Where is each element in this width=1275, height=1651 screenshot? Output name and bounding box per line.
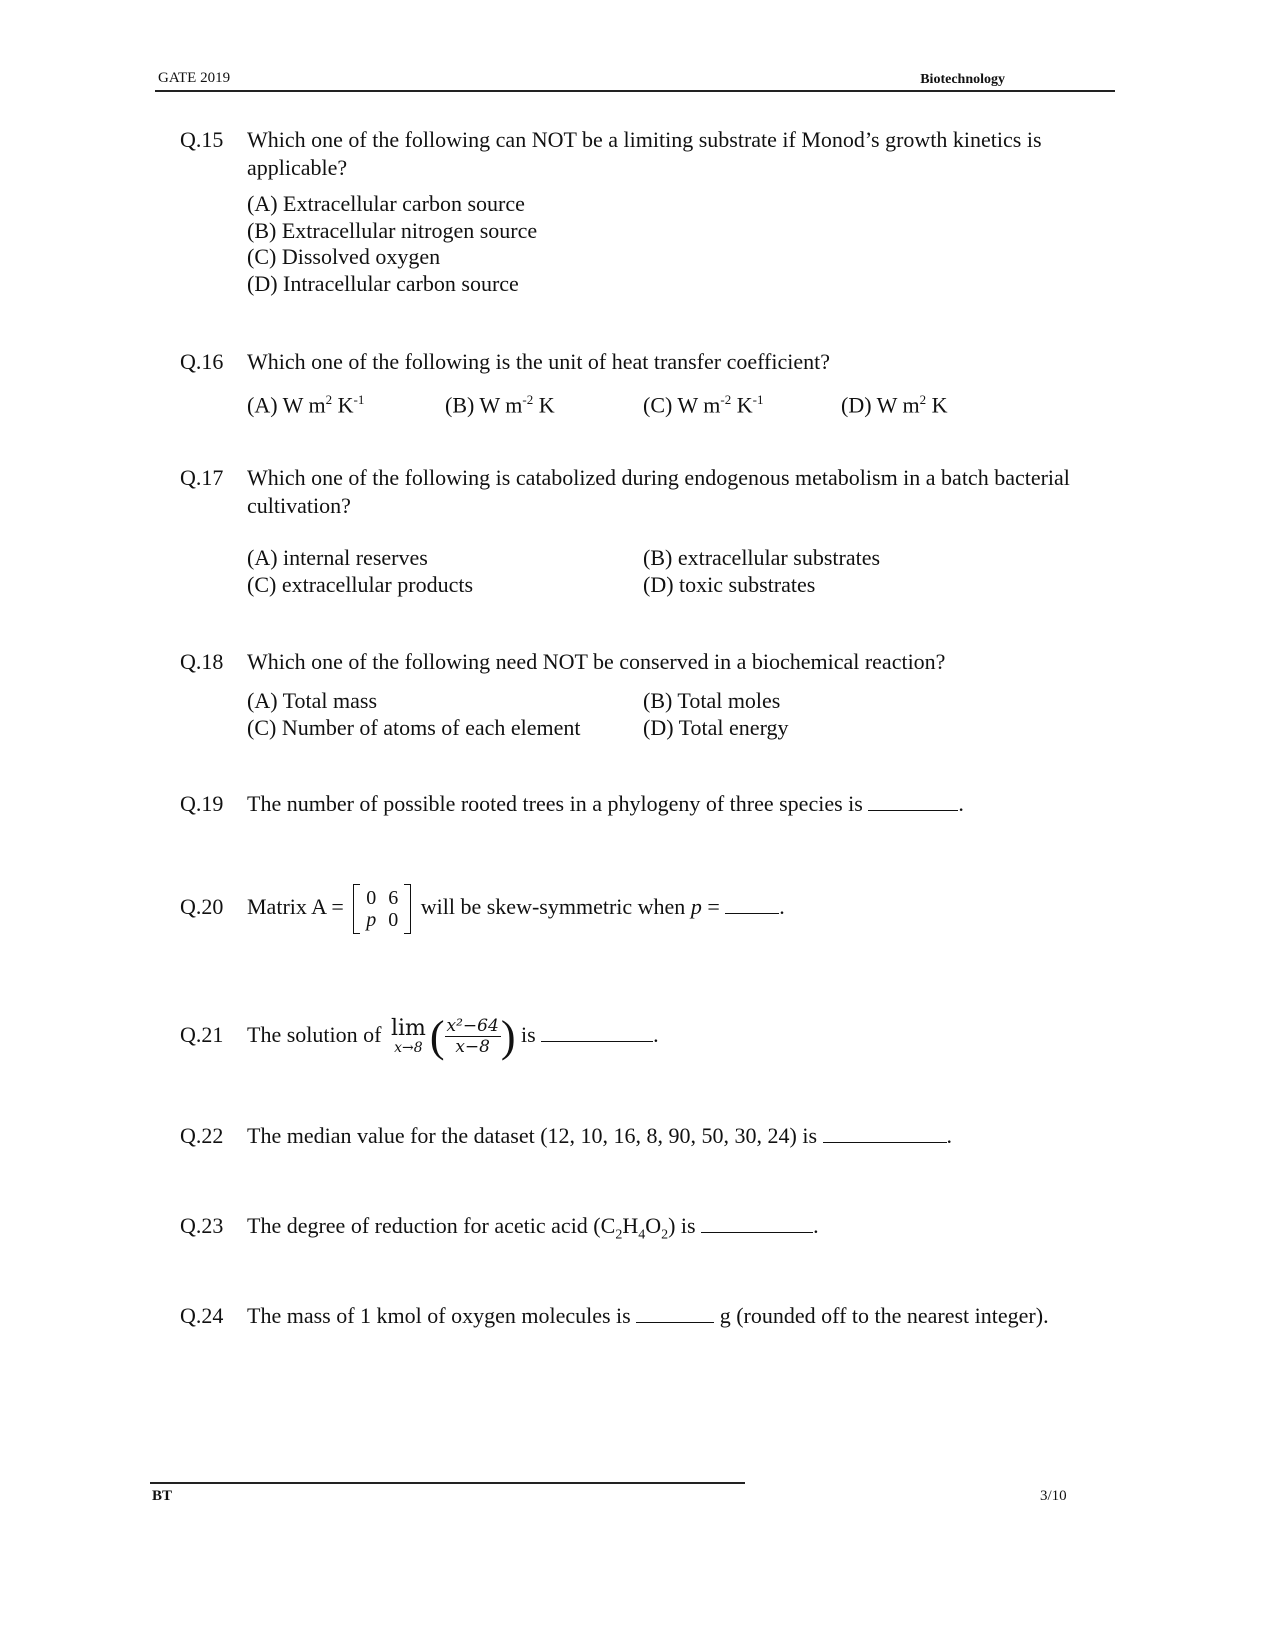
footer-code: BT [152, 1488, 173, 1504]
question-number: Q.19 [180, 791, 224, 816]
question-text: Which one of the following need NOT be conserved in a biochemical reaction? [247, 649, 946, 674]
page-header [155, 66, 1115, 92]
question-number: Q.15 [180, 127, 224, 152]
option-d: (D) Intracellular carbon source [247, 271, 519, 296]
question-number: Q.21 [180, 1022, 224, 1047]
footer-rule [150, 1482, 745, 1484]
question-number: Q.18 [180, 649, 224, 674]
answer-blank[interactable] [725, 893, 779, 914]
page-number: 3/10 [1040, 1488, 1067, 1504]
question-number: Q.24 [180, 1303, 224, 1328]
answer-blank[interactable] [823, 1122, 947, 1143]
limit-expression: lim x→8 [390, 1015, 426, 1056]
question-number: Q.22 [180, 1123, 224, 1148]
option-d: (D) Total energy [643, 715, 789, 740]
option-b: (B) Extracellular nitrogen source [247, 218, 538, 243]
option-c: (C) extracellular products [247, 572, 474, 597]
question-text: The mass of 1 kmol of oxygen molecules is g (rounded off to the nearest integer). [247, 1303, 1049, 1328]
option-d: (D) W $m^2$ K [841, 392, 948, 418]
question-text: The number of possible rooted trees in a phylogeny of three species is . [247, 791, 964, 816]
question-text: Matrix A = 0 6 p 0 will be skew-symmetric when p = . [247, 881, 1087, 934]
matrix-a: 0 6 p 0 [353, 884, 411, 934]
question-text: Which one of the following can NOT be a limiting substrate if Monod’s growth kinetics is applicable? [247, 127, 1042, 180]
question-number: Q.20 [180, 894, 224, 919]
option-a: (A) internal reserves [247, 545, 428, 570]
question-number: Q.17 [180, 465, 224, 490]
answer-blank[interactable] [868, 790, 958, 811]
option-b: (B) Total moles [643, 688, 781, 713]
question-number: Q.23 [180, 1213, 224, 1238]
option-c: (C) Dissolved oxygen [247, 244, 441, 269]
question-text: Which one of the following is the unit of heat transfer coefficient? [247, 349, 830, 374]
answer-blank[interactable] [701, 1212, 813, 1233]
option-a: (A) Extracellular carbon source [247, 191, 525, 216]
option-b: (B) W $m^{-2}$ K [445, 392, 555, 418]
option-b: (B) extracellular substrates [643, 545, 881, 570]
answer-blank[interactable] [541, 1021, 653, 1042]
answer-blank[interactable] [636, 1302, 714, 1323]
option-d: (D) toxic substrates [643, 572, 816, 597]
question-text: The degree of reduction for acetic acid $(C_2H_4O_2)$ is . [247, 1213, 819, 1243]
question-text: The median value for the dataset (12, 10, 16, 8, 90, 50, 30, 24) is . [247, 1123, 953, 1148]
fraction: $\frac{\text{x²−64}}{x-8}$ [446, 1016, 499, 1058]
option-a: (A) Total mass [247, 688, 378, 713]
subject-name: Biotechnology [920, 72, 1005, 87]
option-c: (C) W $m^{-2}$ $K^{-1}$ [643, 392, 764, 418]
question-number: Q.16 [180, 349, 224, 374]
question-text: The solution of lim x→8 ( $\frac{\text{x²−64}}{x-8}$ ) is . [247, 1011, 659, 1061]
option-c: (C) Number of atoms of each element [247, 715, 581, 740]
question-text: Which one of the following is catabolized during endogenous metabolism in a batch bacterial cultivation? [247, 465, 1070, 518]
exam-name: GATE 2019 [158, 70, 231, 86]
option-a: (A) W $m^2$ $K^{-1}$ [247, 392, 365, 418]
